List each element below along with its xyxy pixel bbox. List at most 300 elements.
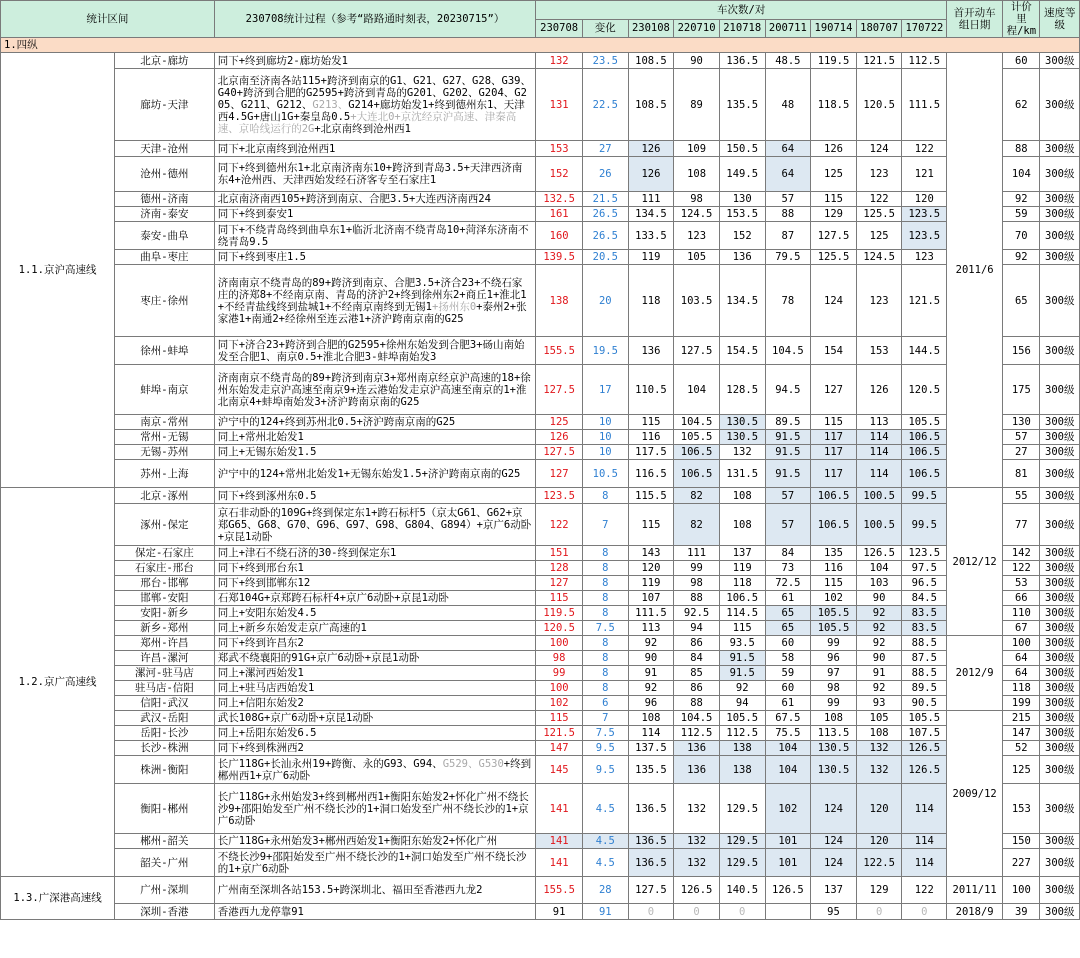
value-cell: 108 xyxy=(811,711,857,726)
segment-name: 沧州-德州 xyxy=(115,157,215,192)
segment-name: 北京-涿州 xyxy=(115,488,215,504)
value-cell: 141 xyxy=(536,849,583,877)
value-cell: 10 xyxy=(582,445,628,460)
value-cell: 132 xyxy=(674,849,720,877)
process-text: 同上+常州北始发1 xyxy=(217,431,304,443)
speed-cell: 300级 xyxy=(1040,141,1080,157)
value-cell: 112.5 xyxy=(719,726,765,741)
value-cell: 124 xyxy=(811,834,857,849)
value-cell: 106.5 xyxy=(902,430,947,445)
process-text: 同上+岳阳东始发6.5 xyxy=(217,727,317,739)
speed-cell: 300级 xyxy=(1040,784,1080,834)
table-row xyxy=(1,141,1080,157)
process-text: 京石非动卧的109G+终到保定东1+跨石标杆5（京太G61、G62+京郑G65、G68、G70、G96、G97、G98、G804、G894）+京广6动卧+京昆1动卧 xyxy=(217,506,532,543)
value-cell: 48 xyxy=(765,69,811,141)
mileage-cell: 62 xyxy=(1003,69,1040,141)
table-row xyxy=(1,904,1080,920)
value-cell: 92 xyxy=(719,681,765,696)
value-cell: 106.5 xyxy=(674,460,720,488)
value-cell: 115 xyxy=(628,504,674,546)
process-cell xyxy=(214,460,536,488)
value-cell: 111 xyxy=(674,546,720,561)
value-cell: 99.5 xyxy=(902,504,947,546)
process-text: 济南南京不绕青岛的89+跨济到南京、合肥3.5+济合23+不绕石家庄的济郑8+不经南京南、青岛的济沪2+终到徐州东2+商丘1+淮北1+不经青盐线终到盐城1+不经南京南终到无锡1 xyxy=(217,276,527,313)
process-cell xyxy=(214,904,536,920)
segment-name: 长沙-株洲 xyxy=(115,741,215,756)
value-cell: 127.5 xyxy=(536,365,583,415)
process-cell xyxy=(214,849,536,877)
value-cell: 104 xyxy=(856,561,902,576)
process-cell xyxy=(214,741,536,756)
process-text: 郑武不绕襄阳的91G+京广6动卧+京昆1动卧 xyxy=(217,652,420,664)
mileage-cell: 52 xyxy=(1003,741,1040,756)
value-cell: 130 xyxy=(719,192,765,207)
speed-cell: 300级 xyxy=(1040,576,1080,591)
process-text: +终到郴州西1+京广6动卧 xyxy=(217,757,532,782)
value-cell: 7 xyxy=(582,504,628,546)
header-range: 统计区间 xyxy=(1,1,215,38)
value-cell: 28 xyxy=(582,877,628,904)
speed-cell: 300级 xyxy=(1040,445,1080,460)
process-cell xyxy=(214,157,536,192)
segment-name: 廊坊-天津 xyxy=(115,69,215,141)
value-cell: 154.5 xyxy=(719,337,765,365)
segment-name: 漯河-驻马店 xyxy=(115,666,215,681)
process-text: 同下+终到许昌东2 xyxy=(217,637,304,649)
value-cell: 127.5 xyxy=(628,877,674,904)
table-row xyxy=(1,460,1080,488)
value-cell: 126 xyxy=(628,157,674,192)
value-cell: 115 xyxy=(719,621,765,636)
value-cell: 126.5 xyxy=(674,877,720,904)
speed-cell: 300级 xyxy=(1040,904,1080,920)
segment-name: 深圳-香港 xyxy=(115,904,215,920)
mileage-cell: 66 xyxy=(1003,591,1040,606)
segment-name: 株洲-衡阳 xyxy=(115,756,215,784)
segment-name: 徐州-蚌埠 xyxy=(115,337,215,365)
speed-cell: 300级 xyxy=(1040,561,1080,576)
value-cell: 89 xyxy=(674,69,720,141)
process-text: +扬州东0 xyxy=(432,300,477,313)
value-cell: 9.5 xyxy=(582,741,628,756)
process-cell xyxy=(214,207,536,222)
segment-name: 郴州-韶关 xyxy=(115,834,215,849)
value-cell: 105 xyxy=(856,711,902,726)
process-cell xyxy=(214,546,536,561)
process-text: 同下+终到株洲西2 xyxy=(217,742,304,754)
table-row xyxy=(1,192,1080,207)
value-cell: 123 xyxy=(856,265,902,337)
value-cell: 8 xyxy=(582,606,628,621)
header-speed: 速度等级 xyxy=(1040,1,1080,38)
segment-name: 信阳-武汉 xyxy=(115,696,215,711)
value-cell: 131 xyxy=(536,69,583,141)
value-cell: 129 xyxy=(811,207,857,222)
value-cell: 102 xyxy=(811,591,857,606)
value-cell: 122.5 xyxy=(856,849,902,877)
value-cell: 107.5 xyxy=(902,726,947,741)
value-cell: 124 xyxy=(811,784,857,834)
value-cell: 9.5 xyxy=(582,756,628,784)
table-row xyxy=(1,696,1080,711)
value-cell: 152 xyxy=(536,157,583,192)
process-cell xyxy=(214,250,536,265)
table-row xyxy=(1,849,1080,877)
value-cell: 122 xyxy=(536,504,583,546)
value-cell: 123.5 xyxy=(536,488,583,504)
value-cell: 91.5 xyxy=(765,430,811,445)
process-cell xyxy=(214,711,536,726)
value-cell: 89.5 xyxy=(765,415,811,430)
value-cell: 0 xyxy=(902,904,947,920)
value-cell: 95 xyxy=(811,904,857,920)
mileage-cell: 60 xyxy=(1003,53,1040,69)
value-cell: 82 xyxy=(674,504,720,546)
value-cell: 105.5 xyxy=(902,415,947,430)
table-row xyxy=(1,726,1080,741)
value-cell: 112.5 xyxy=(902,53,947,69)
value-cell: 4.5 xyxy=(582,784,628,834)
process-text: 济南南京不绕青岛的89+跨济到南京3+郑州南京经京沪高速的18+徐州东始发走京沪高速至南京9+连云港始发走京沪高速至南京的1+淮北南京4+蚌埠南始发3+济沪跨南京南的G25 xyxy=(217,371,531,408)
speed-cell: 300级 xyxy=(1040,741,1080,756)
value-cell: 101 xyxy=(765,834,811,849)
mileage-cell: 153 xyxy=(1003,784,1040,834)
table-row xyxy=(1,576,1080,591)
value-cell: 134.5 xyxy=(628,207,674,222)
value-cell: 92.5 xyxy=(674,606,720,621)
value-cell: 8 xyxy=(582,591,628,606)
value-cell: 10.5 xyxy=(582,460,628,488)
process-cell xyxy=(214,621,536,636)
table-row xyxy=(1,784,1080,834)
value-cell: 0 xyxy=(628,904,674,920)
header-col-2: 230108 xyxy=(628,19,674,38)
process-cell xyxy=(214,696,536,711)
process-cell xyxy=(214,430,536,445)
value-cell: 73 xyxy=(765,561,811,576)
process-cell xyxy=(214,591,536,606)
value-cell: 153 xyxy=(856,337,902,365)
value-cell: 7.5 xyxy=(582,621,628,636)
value-cell: 97 xyxy=(811,666,857,681)
value-cell: 121 xyxy=(902,157,947,192)
value-cell: 90.5 xyxy=(902,696,947,711)
value-cell: 124 xyxy=(856,141,902,157)
value-cell: 108.5 xyxy=(628,69,674,141)
value-cell: 92 xyxy=(856,681,902,696)
value-cell: 26.5 xyxy=(582,222,628,250)
process-text: +泰州2+张家港1+南通2+经徐州至连云港1+济沪跨南京南的G25 xyxy=(217,300,527,325)
speed-cell: 300级 xyxy=(1040,877,1080,904)
table-row xyxy=(1,488,1080,504)
segment-name: 苏州-上海 xyxy=(115,460,215,488)
value-cell: 88 xyxy=(674,591,720,606)
value-cell: 136.5 xyxy=(628,784,674,834)
table-row xyxy=(1,157,1080,192)
value-cell: 93 xyxy=(856,696,902,711)
value-cell: 121.5 xyxy=(536,726,583,741)
value-cell: 136.5 xyxy=(719,53,765,69)
value-cell: 128 xyxy=(536,561,583,576)
value-cell: 126.5 xyxy=(765,877,811,904)
value-cell: 129.5 xyxy=(719,849,765,877)
value-cell: 84.5 xyxy=(902,591,947,606)
table-row xyxy=(1,621,1080,636)
mileage-cell: 27 xyxy=(1003,445,1040,460)
value-cell: 108 xyxy=(674,157,720,192)
value-cell: 136 xyxy=(674,756,720,784)
process-text: 香港西九龙停靠91 xyxy=(217,905,304,918)
process-text: 同下+终到德州东1+北京南济南东10+跨济到青岛3.5+天津西济南东4+沧州西、天津西始发经石济客专至石家庄1 xyxy=(217,162,523,186)
value-cell: 61 xyxy=(765,696,811,711)
speed-cell: 300级 xyxy=(1040,546,1080,561)
value-cell: 22.5 xyxy=(582,69,628,141)
value-cell: 123 xyxy=(674,222,720,250)
process-cell xyxy=(214,504,536,546)
value-cell: 8 xyxy=(582,636,628,651)
value-cell: 98 xyxy=(536,651,583,666)
value-cell: 130.5 xyxy=(719,430,765,445)
table-row xyxy=(1,741,1080,756)
value-cell: 108 xyxy=(719,504,765,546)
value-cell: 126.5 xyxy=(856,546,902,561)
header-col-4: 210718 xyxy=(719,19,765,38)
value-cell: 61 xyxy=(765,591,811,606)
process-text: 同下+不绕青岛终到曲阜东1+临沂北济南不绕青岛10+菏泽东济南不绕青岛9.5 xyxy=(217,223,529,248)
table-row xyxy=(1,415,1080,430)
table-row xyxy=(1,265,1080,337)
value-cell: 104 xyxy=(765,756,811,784)
segment-name: 涿州-保定 xyxy=(115,504,215,546)
value-cell: 144.5 xyxy=(902,337,947,365)
value-cell: 113.5 xyxy=(811,726,857,741)
value-cell: 92 xyxy=(856,636,902,651)
mileage-cell: 142 xyxy=(1003,546,1040,561)
first-date: 2009/12 xyxy=(947,711,1003,877)
value-cell: 114 xyxy=(902,784,947,834)
speed-cell: 300级 xyxy=(1040,265,1080,337)
mileage-cell: 39 xyxy=(1003,904,1040,920)
process-cell xyxy=(214,53,536,69)
value-cell: 88 xyxy=(765,207,811,222)
process-cell xyxy=(214,141,536,157)
value-cell: 87 xyxy=(765,222,811,250)
value-cell: 104.5 xyxy=(765,337,811,365)
process-cell xyxy=(214,651,536,666)
segment-name: 邯郸-安阳 xyxy=(115,591,215,606)
value-cell: 8 xyxy=(582,546,628,561)
value-cell: 99 xyxy=(811,696,857,711)
process-text: 同上+漯河西始发1 xyxy=(217,667,304,679)
value-cell: 127.5 xyxy=(674,337,720,365)
value-cell: 0 xyxy=(674,904,720,920)
value-cell: 106.5 xyxy=(902,445,947,460)
value-cell: 106.5 xyxy=(811,504,857,546)
segment-name: 济南-泰安 xyxy=(115,207,215,222)
value-cell: 127 xyxy=(536,576,583,591)
value-cell: 0 xyxy=(856,904,902,920)
process-text: 同上+信阳东始发2 xyxy=(217,697,304,709)
value-cell: 120.5 xyxy=(536,621,583,636)
mileage-cell: 122 xyxy=(1003,561,1040,576)
value-cell: 27 xyxy=(582,141,628,157)
value-cell: 17 xyxy=(582,365,628,415)
first-date: 2011/6 xyxy=(947,53,1003,488)
speed-cell: 300级 xyxy=(1040,591,1080,606)
table-row xyxy=(1,222,1080,250)
process-text: 武长108G+京广6动卧+京昆1动卧 xyxy=(217,712,374,724)
segment-name: 枣庄-徐州 xyxy=(115,265,215,337)
value-cell: 138 xyxy=(536,265,583,337)
value-cell: 57 xyxy=(765,192,811,207)
value-cell: 109 xyxy=(674,141,720,157)
value-cell: 57 xyxy=(765,488,811,504)
speed-cell: 300级 xyxy=(1040,636,1080,651)
process-text: G213、 xyxy=(312,98,349,111)
process-cell xyxy=(214,681,536,696)
process-text: +北京南终到沧州西1 xyxy=(314,122,412,135)
value-cell: 117 xyxy=(811,430,857,445)
header-col-6: 190714 xyxy=(811,19,857,38)
value-cell: 120.5 xyxy=(856,69,902,141)
value-cell: 83.5 xyxy=(902,621,947,636)
value-cell: 102 xyxy=(765,784,811,834)
segment-name: 石家庄-邢台 xyxy=(115,561,215,576)
value-cell: 115 xyxy=(536,591,583,606)
process-text: 不绕长沙9+邵阳始发至广州不绕长沙的1+洞口始发至广州不绕长沙的1+京广6动卧 xyxy=(217,850,527,875)
value-cell: 153.5 xyxy=(719,207,765,222)
value-cell: 67.5 xyxy=(765,711,811,726)
value-cell: 10 xyxy=(582,415,628,430)
value-cell: 132 xyxy=(674,784,720,834)
value-cell: 23.5 xyxy=(582,53,628,69)
value-cell: 115 xyxy=(811,192,857,207)
value-cell: 91 xyxy=(536,904,583,920)
process-cell xyxy=(214,606,536,621)
segment-name: 南京-常州 xyxy=(115,415,215,430)
value-cell: 136 xyxy=(674,741,720,756)
value-cell: 129 xyxy=(856,877,902,904)
value-cell: 120 xyxy=(628,561,674,576)
value-cell: 160 xyxy=(536,222,583,250)
value-cell: 138 xyxy=(719,756,765,784)
value-cell: 105.5 xyxy=(674,430,720,445)
process-text: 同下+终到邢台东1 xyxy=(217,562,304,574)
value-cell: 141 xyxy=(536,834,583,849)
value-cell: 141 xyxy=(536,784,583,834)
table-row xyxy=(1,651,1080,666)
value-cell: 120 xyxy=(856,834,902,849)
value-cell: 99 xyxy=(536,666,583,681)
speed-cell: 300级 xyxy=(1040,651,1080,666)
value-cell: 138 xyxy=(719,741,765,756)
value-cell: 99 xyxy=(674,561,720,576)
mileage-cell: 227 xyxy=(1003,849,1040,877)
value-cell: 118.5 xyxy=(811,69,857,141)
process-text: 长广118G+永州始发3+郴州西始发1+衡阳东始发2+怀化广州 xyxy=(217,835,498,847)
value-cell: 115 xyxy=(811,576,857,591)
mileage-cell: 57 xyxy=(1003,430,1040,445)
value-cell: 88.5 xyxy=(902,666,947,681)
process-text: 北京南至济南各站115+跨济到南京的G1、G21、G27、G28、G39、G40+跨济到合肥的G2595+跨济到青岛的G201、G202、G204、G205、G211、G212、 xyxy=(217,74,531,111)
value-cell: 83.5 xyxy=(902,606,947,621)
value-cell: 90 xyxy=(674,53,720,69)
process-text: 同下+终到枣庄1.5 xyxy=(217,251,306,263)
header-col-8: 170722 xyxy=(902,19,947,38)
value-cell: 106.5 xyxy=(719,591,765,606)
value-cell: 131.5 xyxy=(719,460,765,488)
table-row xyxy=(1,430,1080,445)
value-cell: 10 xyxy=(582,430,628,445)
process-cell xyxy=(214,222,536,250)
value-cell: 127 xyxy=(536,460,583,488)
segment-name: 北京-廊坊 xyxy=(115,53,215,69)
value-cell: 152 xyxy=(719,222,765,250)
value-cell: 123.5 xyxy=(902,222,947,250)
header-process: 230708统计过程（参考“路路通时刻表，20230715”） xyxy=(214,1,536,38)
table-row xyxy=(1,445,1080,460)
segment-name: 蚌埠-南京 xyxy=(115,365,215,415)
process-cell xyxy=(214,666,536,681)
speed-cell: 300级 xyxy=(1040,849,1080,877)
value-cell: 65 xyxy=(765,621,811,636)
value-cell: 90 xyxy=(628,651,674,666)
value-cell: 103 xyxy=(856,576,902,591)
value-cell: 26.5 xyxy=(582,207,628,222)
value-cell: 111 xyxy=(628,192,674,207)
value-cell: 4.5 xyxy=(582,834,628,849)
value-cell: 119 xyxy=(628,576,674,591)
value-cell: 94 xyxy=(719,696,765,711)
value-cell: 136 xyxy=(628,337,674,365)
value-cell: 124 xyxy=(811,849,857,877)
speed-cell: 300级 xyxy=(1040,666,1080,681)
value-cell: 91 xyxy=(582,904,628,920)
process-text: 长广118G+永州始发3+终到郴州西1+衡阳东始发2+怀化广州不绕长沙9+邵阳始发至广州不绕长沙的1+洞口始发至广州不绕长沙的1+京广6动卧 xyxy=(217,790,529,827)
value-cell: 132.5 xyxy=(536,192,583,207)
header-col-7: 180707 xyxy=(856,19,902,38)
mileage-cell: 130 xyxy=(1003,415,1040,430)
value-cell: 105.5 xyxy=(902,711,947,726)
table-row xyxy=(1,711,1080,726)
process-text: 广州南至深圳各站153.5+跨深圳北、福田至香港西九龙2 xyxy=(217,884,483,896)
value-cell: 0 xyxy=(719,904,765,920)
table-row xyxy=(1,365,1080,415)
value-cell: 60 xyxy=(765,681,811,696)
mileage-cell: 100 xyxy=(1003,877,1040,904)
value-cell: 104 xyxy=(765,741,811,756)
value-cell: 59 xyxy=(765,666,811,681)
value-cell: 134.5 xyxy=(719,265,765,337)
value-cell: 122 xyxy=(902,141,947,157)
segment-name: 天津-沧州 xyxy=(115,141,215,157)
value-cell: 72.5 xyxy=(765,576,811,591)
value-cell: 126 xyxy=(536,430,583,445)
mileage-cell: 65 xyxy=(1003,265,1040,337)
segment-name: 无锡-苏州 xyxy=(115,445,215,460)
line-name: 1.1.京沪高速线 xyxy=(1,53,115,488)
value-cell: 99.5 xyxy=(902,488,947,504)
value-cell: 98 xyxy=(811,681,857,696)
value-cell: 126 xyxy=(811,141,857,157)
value-cell: 117 xyxy=(811,460,857,488)
value-cell: 118 xyxy=(719,576,765,591)
process-cell xyxy=(214,488,536,504)
value-cell: 126 xyxy=(856,365,902,415)
value-cell: 105 xyxy=(674,250,720,265)
value-cell: 75.5 xyxy=(765,726,811,741)
speed-cell: 300级 xyxy=(1040,337,1080,365)
